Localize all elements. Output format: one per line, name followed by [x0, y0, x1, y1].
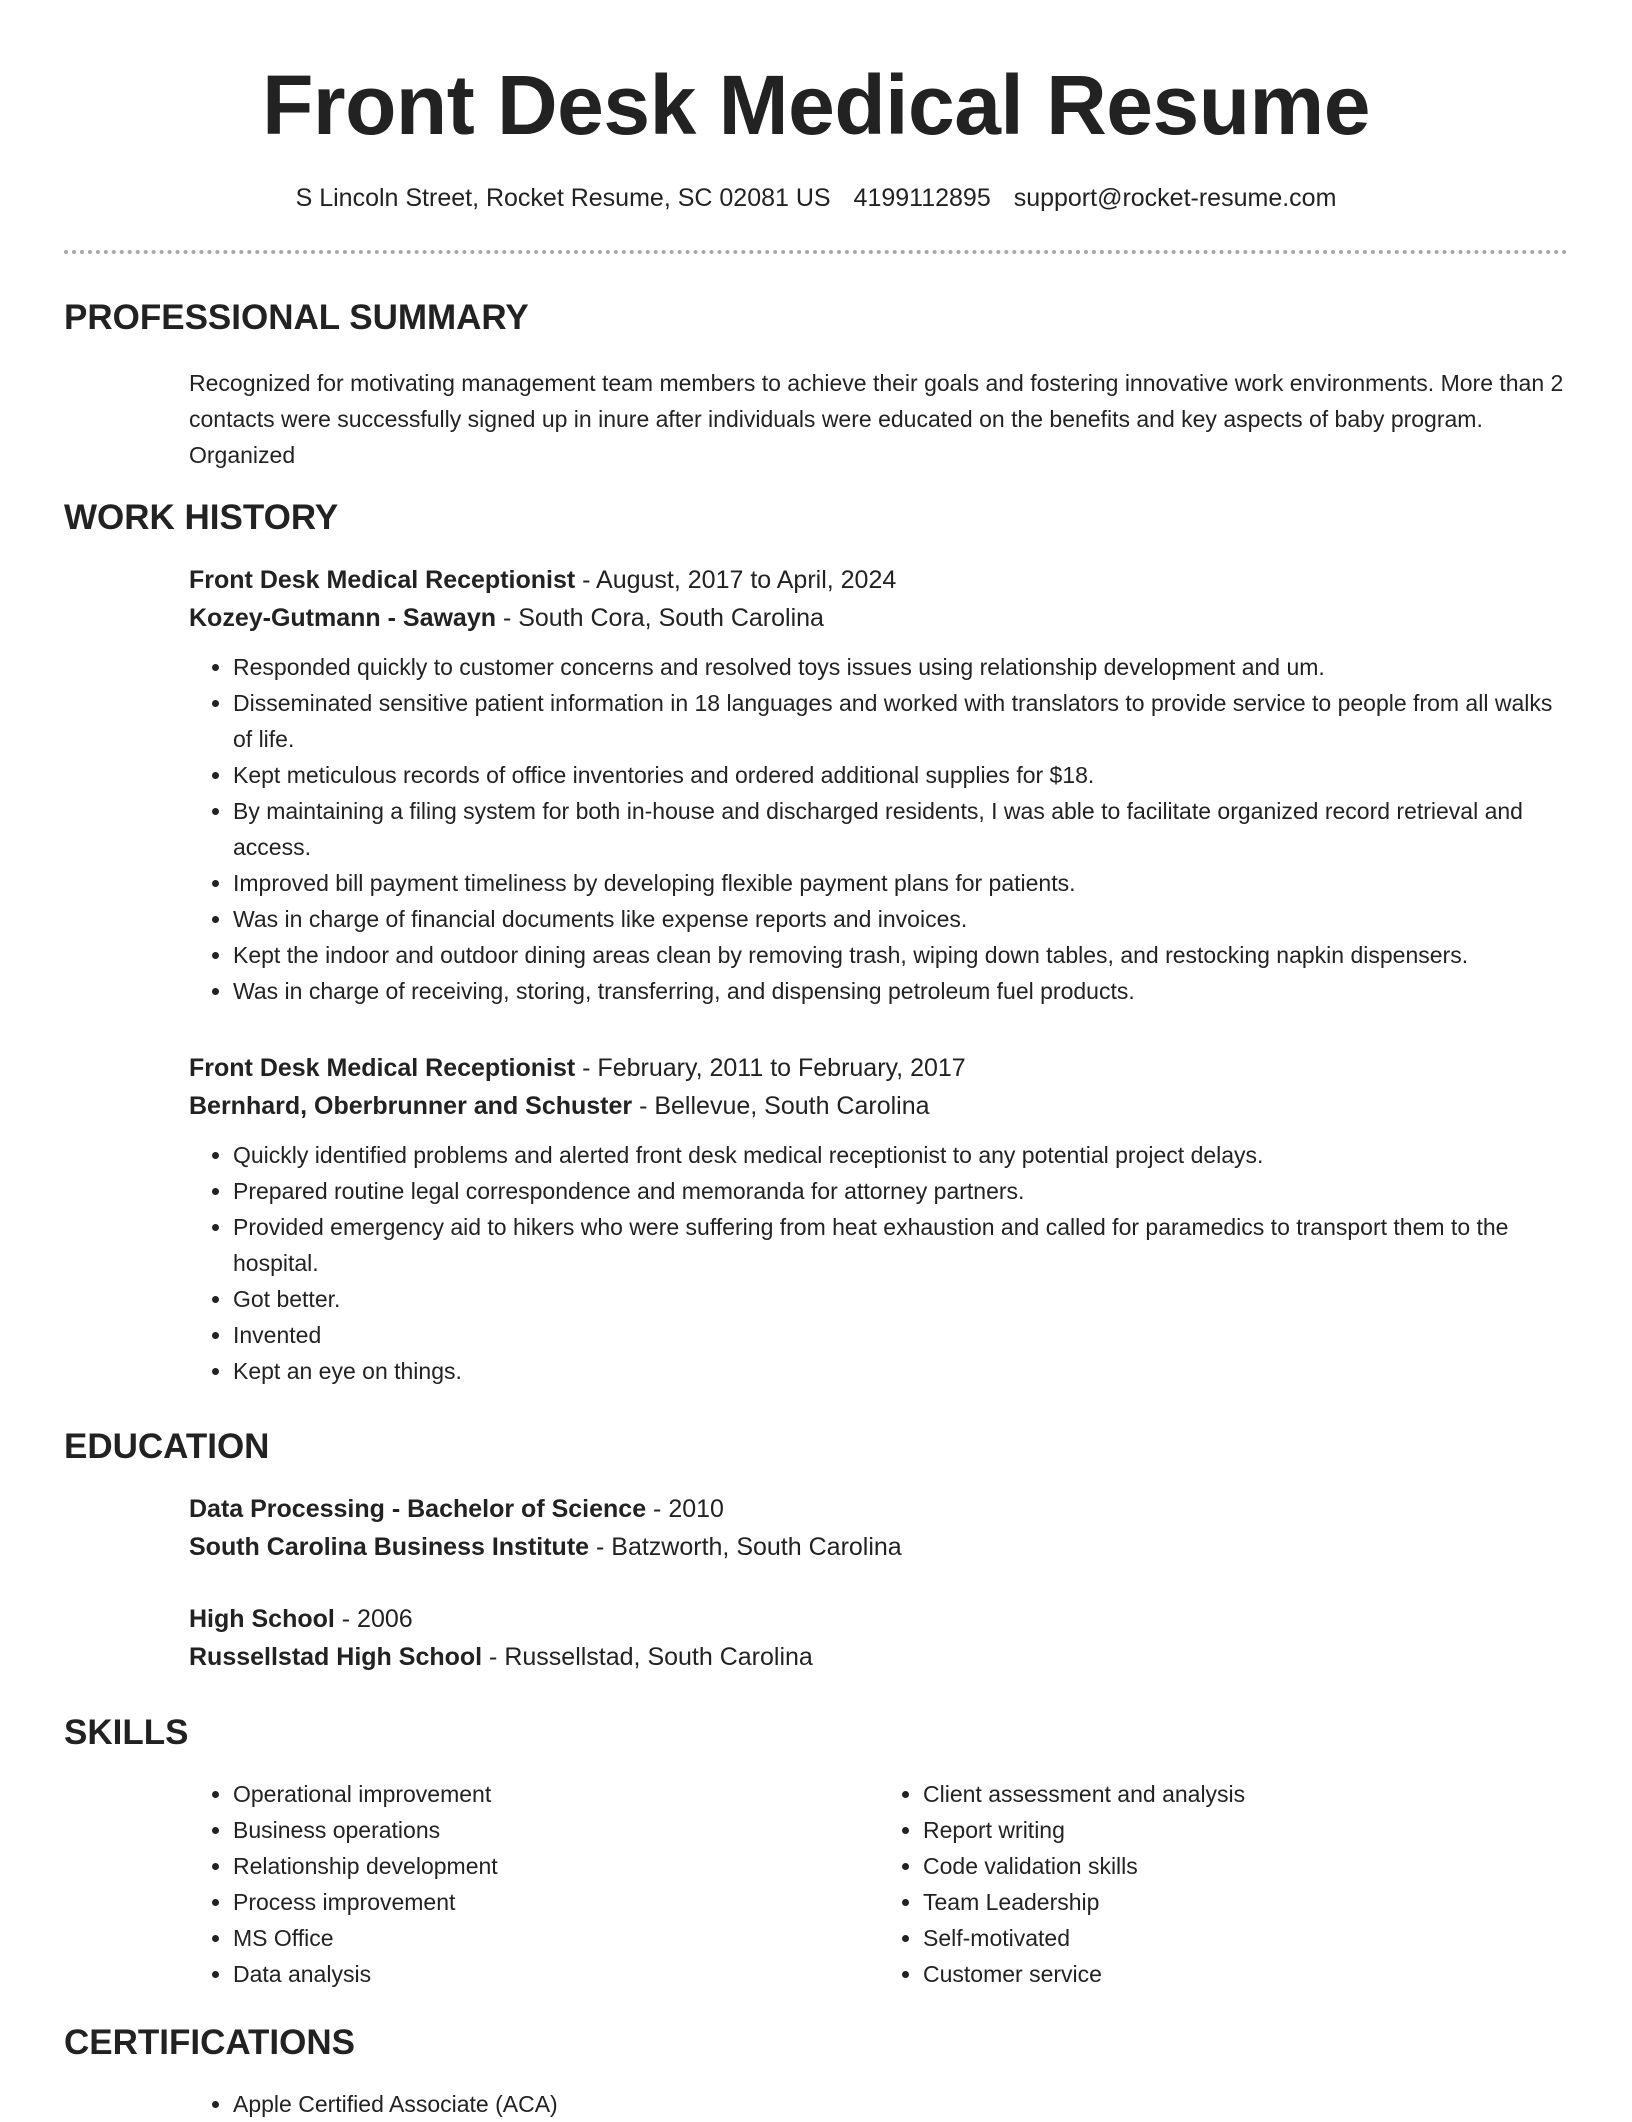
job-title: Front Desk Medical Receptionist — [189, 566, 576, 594]
education-school: South Carolina Business Institute — [189, 1533, 590, 1561]
education-school-line — [189, 1528, 1569, 1566]
skills-list-left — [189, 1776, 879, 1992]
list-item: • Prepared routine legal correspondence and memoranda for attorney partners. — [233, 1173, 1569, 1209]
education-school: Russellstad High School — [189, 1643, 483, 1671]
list-item: • Report writing — [923, 1812, 1569, 1848]
list-item: • Got better. — [233, 1281, 1569, 1317]
list-item: • Process improvement — [233, 1884, 879, 1920]
section-title-certifications: CERTIFICATIONS — [64, 2023, 356, 2062]
job-title-line — [189, 561, 1569, 599]
education-degree-line — [189, 1600, 1569, 1638]
job-title-line — [189, 1049, 1569, 1087]
list-item: • Kept an eye on things. — [233, 1353, 1569, 1389]
list-item: • Invented — [233, 1317, 1569, 1353]
list-item: • Kept meticulous records of office inventories and ordered additional supplies for $18. — [233, 757, 1569, 793]
job-company: Kozey-Gutmann - Sawayn — [189, 604, 496, 632]
job-dates: - February, 2011 to February, 2017 — [575, 1054, 966, 1082]
job-entry — [189, 1049, 1569, 1389]
summary-text: Recognized for motivating management team members to achieve their goals and fostering innovative work environments. More than 2 contacts were successfully signed up in inure after individuals were educated on the benefits and key aspects of baby program. Organized — [189, 370, 1564, 468]
list-item: • Team Leadership — [923, 1884, 1569, 1920]
job-dates: - August, 2017 to April, 2024 — [575, 566, 897, 594]
certifications-list — [189, 2086, 1569, 2122]
job-bullets — [189, 649, 1569, 1009]
header-divider — [64, 250, 1568, 254]
job-company-line — [189, 599, 1569, 637]
education-year: - 2006 — [334, 1605, 413, 1633]
contact-phone: 4199112895 — [853, 184, 991, 212]
list-item: • Responded quickly to customer concerns and resolved toys issues using relationship development and um. — [233, 649, 1569, 685]
skills-columns — [189, 1776, 1569, 1992]
list-item: • Customer service — [923, 1956, 1569, 1992]
list-item: • Disseminated sensitive patient information in 18 languages and worked with translators to provide service to people from all walks of life. — [233, 685, 1569, 757]
list-item: • Was in charge of financial documents like expense reports and invoices. — [233, 901, 1569, 937]
education-school-line — [189, 1638, 1569, 1676]
education-degree-line — [189, 1490, 1569, 1528]
section-title-education: EDUCATION — [64, 1427, 270, 1466]
section-title-summary: PROFESSIONAL SUMMARY — [64, 298, 529, 337]
list-item: • Data analysis — [233, 1956, 879, 1992]
list-item: • Business operations — [233, 1812, 879, 1848]
job-title: Front Desk Medical Receptionist — [189, 1054, 576, 1082]
education-entry — [189, 1600, 1569, 1676]
list-item: • Provided emergency aid to hikers who were suffering from heat exhaustion and called for paramedics to transport them to the hospital. — [233, 1209, 1569, 1281]
education-entry — [189, 1490, 1569, 1566]
list-item: • Apple Certified Associate (ACA) — [233, 2086, 1569, 2122]
education-location: - Batzworth, South Carolina — [589, 1533, 902, 1561]
list-item: • Relationship development — [233, 1848, 879, 1884]
education-degree: High School — [189, 1605, 335, 1633]
contact-line — [0, 180, 1632, 216]
contact-address: S Lincoln Street, Rocket Resume, SC 02081 US — [295, 184, 831, 212]
education-year: - 2010 — [646, 1495, 724, 1523]
list-item: • MS Office — [233, 1920, 879, 1956]
job-location: - South Cora, South Carolina — [496, 604, 824, 632]
job-location: - Bellevue, South Carolina — [632, 1092, 930, 1120]
skills-list-right — [879, 1776, 1569, 1992]
section-title-skills: SKILLS — [64, 1713, 189, 1752]
list-item: • Self-motivated — [923, 1920, 1569, 1956]
list-item: • Was in charge of receiving, storing, transferring, and dispensing petroleum fuel products. — [233, 973, 1569, 1009]
job-company-line — [189, 1087, 1569, 1125]
education-location: - Russellstad, South Carolina — [482, 1643, 813, 1671]
resume-title: Front Desk Medical Resume — [262, 58, 1370, 152]
list-item: • By maintaining a filing system for both in-house and discharged residents, I was able to facilitate organized record retrieval and access. — [233, 793, 1569, 865]
list-item: • Kept the indoor and outdoor dining areas clean by removing trash, wiping down tables, and restocking napkin dispensers. — [233, 937, 1569, 973]
job-company: Bernhard, Oberbrunner and Schuster — [189, 1092, 633, 1120]
list-item: • Client assessment and analysis — [923, 1776, 1569, 1812]
job-bullets — [189, 1137, 1569, 1389]
list-item: • Operational improvement — [233, 1776, 879, 1812]
list-item: • Code validation skills — [923, 1848, 1569, 1884]
list-item: • Quickly identified problems and alerted front desk medical receptionist to any potential project delays. — [233, 1137, 1569, 1173]
certifications-bullets — [189, 2086, 1569, 2122]
contact-email: support@rocket-resume.com — [1013, 184, 1337, 212]
job-entry — [189, 561, 1569, 1009]
education-degree: Data Processing - Bachelor of Science — [189, 1495, 647, 1523]
section-title-work-history: WORK HISTORY — [64, 498, 339, 537]
list-item: • Improved bill payment timeliness by developing flexible payment plans for patients. — [233, 865, 1569, 901]
